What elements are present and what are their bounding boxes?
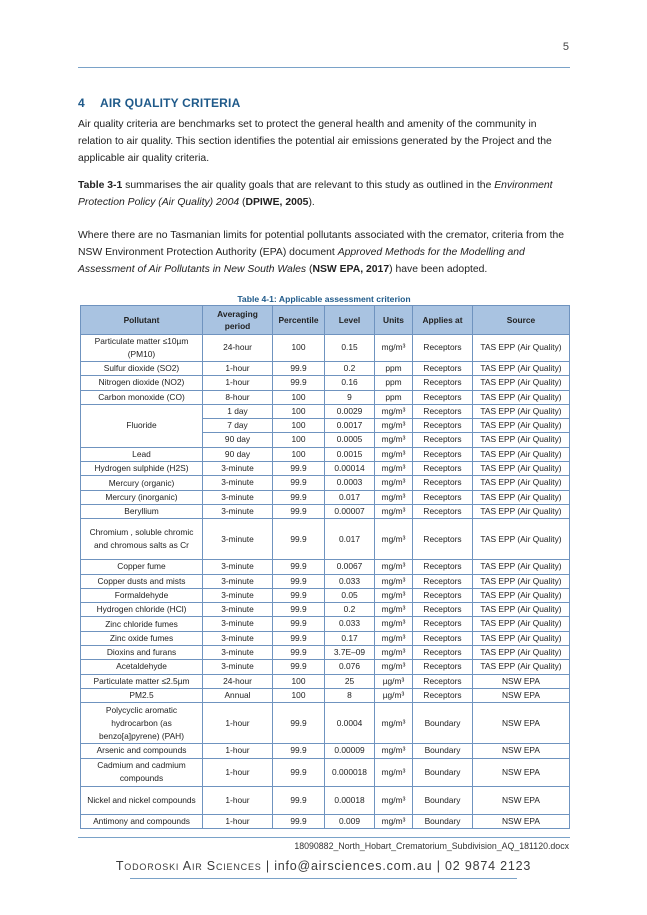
table-cell-period: 3-minute	[203, 660, 273, 674]
table-cell-applies: Receptors	[413, 603, 473, 617]
table-cell-percentile: 100	[273, 390, 325, 404]
company-name: Todoroski Air Sciences	[115, 859, 262, 873]
table-cell-applies: Receptors	[413, 688, 473, 702]
col-header: Pollutant	[81, 306, 203, 335]
table-cell-pollutant: Copper fume	[81, 560, 203, 574]
table-cell-percentile: 99.9	[273, 631, 325, 645]
table-cell-period: 24-hour	[203, 335, 273, 362]
table-cell-pollutant: PM2.5	[81, 688, 203, 702]
table-cell-percentile: 99.9	[273, 617, 325, 631]
table-cell-pollutant: Copper dusts and mists	[81, 574, 203, 588]
table-cell-units: mg/m³	[375, 404, 413, 418]
table-cell-percentile: 100	[273, 335, 325, 362]
table-cell-percentile: 99.9	[273, 786, 325, 814]
table-cell-percentile: 99.9	[273, 376, 325, 390]
table-cell-pollutant: Cadmium and cadmium compounds	[81, 758, 203, 786]
table-cell-applies: Receptors	[413, 646, 473, 660]
table-cell-level: 0.00018	[325, 786, 375, 814]
table-cell-applies: Receptors	[413, 617, 473, 631]
table-row	[81, 574, 570, 588]
table-cell-source: TAS EPP (Air Quality)	[473, 476, 570, 490]
table-cell-pollutant: Carbon monoxide (CO)	[81, 390, 203, 404]
table-cell-units: mg/m³	[375, 419, 413, 433]
table-cell-percentile: 100	[273, 404, 325, 418]
table-cell-percentile: 99.9	[273, 504, 325, 518]
table-cell-period: 7 day	[203, 419, 273, 433]
table-cell-source: TAS EPP (Air Quality)	[473, 588, 570, 602]
table-cell-level: 8	[325, 688, 375, 702]
table-row	[81, 786, 570, 814]
table-cell-pollutant: Arsenic and compounds	[81, 744, 203, 758]
table-cell-source: TAS EPP (Air Quality)	[473, 574, 570, 588]
table-cell-percentile: 99.9	[273, 814, 325, 828]
table-cell-level: 0.00009	[325, 744, 375, 758]
table-row	[81, 660, 570, 674]
table-cell-applies: Boundary	[413, 703, 473, 744]
table-cell-level: 0.076	[325, 660, 375, 674]
table-cell-percentile: 99.9	[273, 462, 325, 476]
table-cell-percentile: 99.9	[273, 490, 325, 504]
table-cell-percentile: 99.9	[273, 660, 325, 674]
table-cell-pollutant: Mercury (organic)	[81, 476, 203, 490]
table-cell-applies: Receptors	[413, 404, 473, 418]
table-cell-source: NSW EPA	[473, 674, 570, 688]
table-cell-percentile: 99.9	[273, 744, 325, 758]
table-cell-units: mg/m³	[375, 744, 413, 758]
table-cell-applies: Receptors	[413, 631, 473, 645]
footer-email: info@airsciences.com.au	[274, 859, 433, 873]
table-cell-level: 0.0015	[325, 447, 375, 461]
table-cell-units: mg/m³	[375, 574, 413, 588]
table-cell-units: mg/m³	[375, 519, 413, 560]
table-row	[81, 390, 570, 404]
paragraph-table-ref	[78, 177, 570, 211]
table-cell-pollutant: Fluoride	[81, 404, 203, 447]
table-cell-period: Annual	[203, 688, 273, 702]
table-cell-percentile: 99.9	[273, 703, 325, 744]
col-header: Percentile	[273, 306, 325, 335]
table-row	[81, 674, 570, 688]
table-cell-percentile: 99.9	[273, 603, 325, 617]
table-row	[81, 814, 570, 828]
table-cell-source: TAS EPP (Air Quality)	[473, 560, 570, 574]
table-cell-period: 3-minute	[203, 462, 273, 476]
table-cell-units: mg/m³	[375, 814, 413, 828]
table-cell-units: mg/m³	[375, 660, 413, 674]
table-cell-level: 0.17	[325, 631, 375, 645]
table-ref: Table 3-1	[78, 180, 123, 191]
table-cell-period: 3-minute	[203, 646, 273, 660]
table-cell-applies: Receptors	[413, 419, 473, 433]
table-cell-pollutant: Zinc oxide fumes	[81, 631, 203, 645]
p2-text-b: (	[239, 197, 246, 208]
table-cell-source: NSW EPA	[473, 688, 570, 702]
page-number: 5	[562, 41, 569, 53]
document-filename: 18090882_North_Hobart_Crematorium_Subdivision_AQ_181120.docx	[294, 841, 569, 851]
table-cell-applies: Receptors	[413, 462, 473, 476]
table-cell-level: 0.0003	[325, 476, 375, 490]
table-cell-pollutant: Sulfur dioxide (SO2)	[81, 362, 203, 376]
table-cell-applies: Receptors	[413, 335, 473, 362]
table-cell-applies: Boundary	[413, 814, 473, 828]
table-cell-level: 0.0005	[325, 433, 375, 447]
table-cell-period: 1-hour	[203, 362, 273, 376]
table-cell-units: µg/m³	[375, 674, 413, 688]
table-cell-percentile: 100	[273, 433, 325, 447]
p3-text-c: ) have been adopted.	[389, 264, 488, 275]
table-cell-period: 1-hour	[203, 786, 273, 814]
table-cell-source: TAS EPP (Air Quality)	[473, 660, 570, 674]
table-cell-level: 0.2	[325, 362, 375, 376]
table-cell-percentile: 99.9	[273, 588, 325, 602]
table-cell-applies: Boundary	[413, 758, 473, 786]
table-cell-applies: Receptors	[413, 376, 473, 390]
table-cell-pollutant: Hydrogen sulphide (H2S)	[81, 462, 203, 476]
table-cell-applies: Receptors	[413, 433, 473, 447]
table-cell-period: 1-hour	[203, 744, 273, 758]
table-cell-level: 0.0029	[325, 404, 375, 418]
footer-separator: |	[265, 859, 270, 873]
table-cell-level: 0.2	[325, 603, 375, 617]
table-cell-units: mg/m³	[375, 703, 413, 744]
table-cell-period: 3-minute	[203, 588, 273, 602]
p2-text-a: summarises the air quality goals that are relevant to this study as outlined in the	[122, 180, 495, 191]
col-header: Level	[325, 306, 375, 335]
footer-top-rule	[78, 837, 570, 838]
table-cell-level: 0.033	[325, 617, 375, 631]
table-cell-units: ppm	[375, 376, 413, 390]
table-cell-level: 0.00014	[325, 462, 375, 476]
table-cell-level: 0.033	[325, 574, 375, 588]
table-cell-source: TAS EPP (Air Quality)	[473, 504, 570, 518]
table-cell-pollutant: Nitrogen dioxide (NO2)	[81, 376, 203, 390]
p3-text-a: Where there are no Tasmanian limits for potential pollutants associated with the cremator, criteria from the NSW Environment Protection Authority (EPA) document	[78, 230, 565, 258]
table-cell-period: 1-hour	[203, 703, 273, 744]
table-cell-source: NSW EPA	[473, 744, 570, 758]
col-header: Units	[375, 306, 413, 335]
p3-doc-title: Approved Methods for the Modelling and Assessment of Air Pollutants in New South Wales	[78, 247, 525, 275]
table-row	[81, 703, 570, 744]
table-cell-level: 9	[325, 390, 375, 404]
section-heading	[78, 96, 240, 110]
col-header: Averaging period	[203, 306, 273, 335]
table-caption: Table 4-1: Applicable assessment criterion	[237, 294, 411, 304]
table-cell-applies: Receptors	[413, 588, 473, 602]
table-cell-period: 90 day	[203, 433, 273, 447]
table-cell-percentile: 100	[273, 688, 325, 702]
table-cell-units: mg/m³	[375, 646, 413, 660]
table-cell-period: 1 day	[203, 404, 273, 418]
table-row	[81, 519, 570, 560]
table-cell-source: TAS EPP (Air Quality)	[473, 462, 570, 476]
table-cell-source: TAS EPP (Air Quality)	[473, 617, 570, 631]
table-cell-level: 0.000018	[325, 758, 375, 786]
table-cell-period: 1-hour	[203, 814, 273, 828]
table-cell-period: 3-minute	[203, 490, 273, 504]
table-cell-percentile: 100	[273, 419, 325, 433]
table-cell-period: 24-hour	[203, 674, 273, 688]
table-cell-level: 0.16	[325, 376, 375, 390]
table-cell-units: mg/m³	[375, 786, 413, 814]
table-row	[81, 335, 570, 362]
table-cell-percentile: 99.9	[273, 560, 325, 574]
table-cell-source: TAS EPP (Air Quality)	[473, 335, 570, 362]
table-cell-level: 0.0067	[325, 560, 375, 574]
table-row	[81, 490, 570, 504]
table-cell-pollutant: Particulate matter ≤2.5µm	[81, 674, 203, 688]
table-cell-units: ppm	[375, 390, 413, 404]
table-cell-source: TAS EPP (Air Quality)	[473, 419, 570, 433]
table-cell-period: 3-minute	[203, 603, 273, 617]
table-cell-applies: Receptors	[413, 390, 473, 404]
table-row	[81, 588, 570, 602]
table-cell-units: mg/m³	[375, 588, 413, 602]
table-cell-percentile: 99.9	[273, 758, 325, 786]
table-cell-applies: Receptors	[413, 519, 473, 560]
table-cell-period: 90 day	[203, 447, 273, 461]
table-cell-applies: Receptors	[413, 362, 473, 376]
table-cell-source: NSW EPA	[473, 703, 570, 744]
table-cell-level: 0.0004	[325, 703, 375, 744]
table-cell-level: 0.009	[325, 814, 375, 828]
table-cell-source: TAS EPP (Air Quality)	[473, 376, 570, 390]
table-cell-source: TAS EPP (Air Quality)	[473, 603, 570, 617]
table-row	[81, 404, 570, 418]
criteria-table	[80, 305, 570, 829]
table-cell-source: TAS EPP (Air Quality)	[473, 490, 570, 504]
table-cell-percentile: 99.9	[273, 476, 325, 490]
footer-rule	[130, 878, 517, 879]
p2-text-c: ).	[308, 197, 315, 208]
p3-text-b: (	[306, 264, 313, 275]
table-cell-pollutant: Beryllium	[81, 504, 203, 518]
table-cell-source: TAS EPP (Air Quality)	[473, 362, 570, 376]
table-cell-period: 3-minute	[203, 476, 273, 490]
table-cell-units: mg/m³	[375, 335, 413, 362]
table-row	[81, 744, 570, 758]
table-header-row	[81, 306, 570, 335]
table-cell-units: mg/m³	[375, 433, 413, 447]
table-cell-applies: Receptors	[413, 674, 473, 688]
table-cell-level: 0.017	[325, 519, 375, 560]
table-cell-percentile: 99.9	[273, 574, 325, 588]
col-header: Source	[473, 306, 570, 335]
table-cell-applies: Receptors	[413, 476, 473, 490]
table-cell-pollutant: Acetaldehyde	[81, 660, 203, 674]
table-cell-applies: Boundary	[413, 786, 473, 814]
table-cell-pollutant: Chromium , soluble chromic and chromous salts as Cr	[81, 519, 203, 560]
table-cell-applies: Receptors	[413, 504, 473, 518]
table-cell-pollutant: Mercury (inorganic)	[81, 490, 203, 504]
table-cell-level: 0.00007	[325, 504, 375, 518]
table-cell-level: 0.017	[325, 490, 375, 504]
table-row	[81, 447, 570, 461]
table-cell-pollutant: Polycyclic aromatic hydrocarbon (as benzo[a]pyrene) (PAH)	[81, 703, 203, 744]
table-cell-period: 8-hour	[203, 390, 273, 404]
section-number: 4	[78, 96, 85, 110]
table-cell-pollutant: Antimony and compounds	[81, 814, 203, 828]
table-row	[81, 603, 570, 617]
table-cell-applies: Receptors	[413, 560, 473, 574]
table-cell-units: mg/m³	[375, 462, 413, 476]
paragraph-nsw	[78, 227, 570, 278]
table-cell-units: ppm	[375, 362, 413, 376]
table-cell-source: NSW EPA	[473, 814, 570, 828]
table-cell-source: TAS EPP (Air Quality)	[473, 631, 570, 645]
table-row	[81, 462, 570, 476]
table-cell-applies: Receptors	[413, 447, 473, 461]
table-row	[81, 646, 570, 660]
table-row	[81, 688, 570, 702]
footer-phone: 02 9874 2123	[445, 859, 532, 873]
table-cell-pollutant: Dioxins and furans	[81, 646, 203, 660]
table-cell-period: 1-hour	[203, 376, 273, 390]
table-cell-percentile: 100	[273, 674, 325, 688]
table-cell-pollutant: Hydrogen chloride (HCl)	[81, 603, 203, 617]
table-cell-units: mg/m³	[375, 617, 413, 631]
table-cell-period: 3-minute	[203, 560, 273, 574]
table-cell-source: TAS EPP (Air Quality)	[473, 404, 570, 418]
table-cell-units: mg/m³	[375, 631, 413, 645]
table-cell-percentile: 99.9	[273, 646, 325, 660]
table-cell-pollutant: Nickel and nickel compounds	[81, 786, 203, 814]
table-cell-percentile: 99.9	[273, 362, 325, 376]
table-row	[81, 362, 570, 376]
table-cell-pollutant: Lead	[81, 447, 203, 461]
footer-separator: |	[436, 859, 441, 873]
table-cell-pollutant: Zinc chloride fumes	[81, 617, 203, 631]
table-cell-applies: Receptors	[413, 574, 473, 588]
table-cell-units: mg/m³	[375, 490, 413, 504]
table-row	[81, 376, 570, 390]
table-cell-level: 0.05	[325, 588, 375, 602]
paragraph-intro: Air quality criteria are benchmarks set to protect the general health and amenity of the community in relation to air quality. This section identifies the potential air emissions generated by the Project and the applicable air quality criteria.	[78, 119, 552, 164]
table-row	[81, 617, 570, 631]
table-cell-period: 3-minute	[203, 504, 273, 518]
table-cell-level: 25	[325, 674, 375, 688]
table-cell-level: 0.0017	[325, 419, 375, 433]
table-cell-source: TAS EPP (Air Quality)	[473, 646, 570, 660]
table-cell-percentile: 99.9	[273, 519, 325, 560]
table-cell-source: TAS EPP (Air Quality)	[473, 433, 570, 447]
table-cell-period: 3-minute	[203, 574, 273, 588]
table-row	[81, 476, 570, 490]
col-header: Applies at	[413, 306, 473, 335]
table-row	[81, 631, 570, 645]
section-title: AIR QUALITY CRITERIA	[100, 96, 241, 110]
table-cell-source: NSW EPA	[473, 786, 570, 814]
table-cell-applies: Receptors	[413, 660, 473, 674]
table-cell-pollutant: Formaldehyde	[81, 588, 203, 602]
table-cell-pollutant: Particulate matter ≤10µm (PM10)	[81, 335, 203, 362]
footer	[0, 859, 647, 873]
table-cell-units: mg/m³	[375, 560, 413, 574]
table-cell-units: mg/m³	[375, 504, 413, 518]
table-cell-units: mg/m³	[375, 447, 413, 461]
table-cell-level: 0.15	[325, 335, 375, 362]
table-cell-units: µg/m³	[375, 688, 413, 702]
table-cell-applies: Boundary	[413, 744, 473, 758]
table-cell-source: TAS EPP (Air Quality)	[473, 519, 570, 560]
table-cell-units: mg/m³	[375, 603, 413, 617]
p2-citation: DPIWE, 2005	[245, 197, 309, 208]
header-rule	[78, 67, 570, 68]
table-cell-source: NSW EPA	[473, 758, 570, 786]
table-cell-period: 1-hour	[203, 758, 273, 786]
table-row	[81, 504, 570, 518]
table-cell-source: TAS EPP (Air Quality)	[473, 390, 570, 404]
table-cell-source: TAS EPP (Air Quality)	[473, 447, 570, 461]
table-cell-units: mg/m³	[375, 476, 413, 490]
table-cell-percentile: 100	[273, 447, 325, 461]
table-cell-level: 3.7E–09	[325, 646, 375, 660]
table-row	[81, 560, 570, 574]
p3-citation: NSW EPA, 2017	[312, 264, 390, 275]
table-cell-applies: Receptors	[413, 490, 473, 504]
table-row	[81, 758, 570, 786]
table-cell-period: 3-minute	[203, 631, 273, 645]
table-cell-period: 3-minute	[203, 617, 273, 631]
p2-doc-title: Environment Protection Policy (Air Quality) 2004	[78, 180, 553, 208]
table-cell-units: mg/m³	[375, 758, 413, 786]
table-cell-period: 3-minute	[203, 519, 273, 560]
